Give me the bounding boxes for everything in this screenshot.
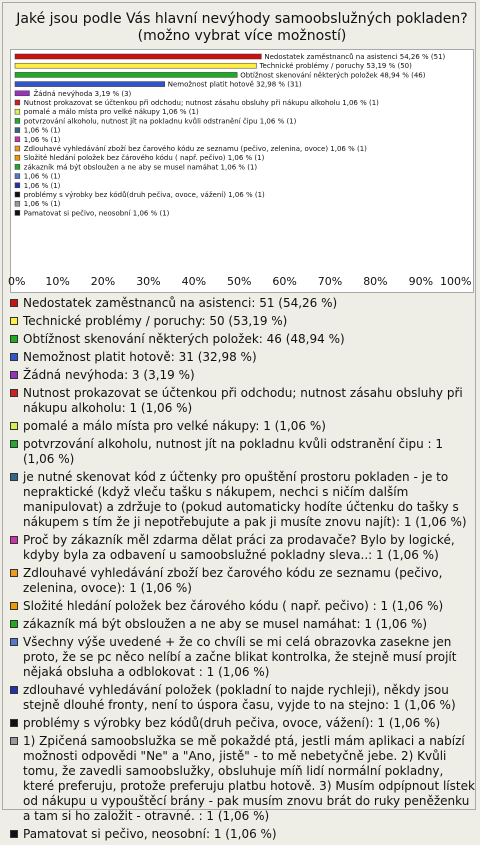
bar-10 xyxy=(15,137,20,142)
x-tick-label: 30% xyxy=(136,275,161,288)
legend-swatch xyxy=(10,422,18,430)
legend-item xyxy=(9,827,475,842)
legend-item xyxy=(9,437,475,467)
legend-swatch xyxy=(10,299,18,307)
legend-swatch xyxy=(10,602,18,610)
legend-label: Nutnost prokazovat se účtenkou při odchodu; nutnost zásahu obsluhy při nákupu alkoholu: 1 (1,06 %) xyxy=(23,386,463,415)
legend-swatch xyxy=(10,389,18,397)
bar-17 xyxy=(15,201,20,206)
bar-label-7: pomalé a málo místa pro velké nákupy 1,06 % (1) xyxy=(23,108,199,117)
bar-label-8: potvrzování alkoholu, nutnost jít na pokladnu kvůli odstranění čipu 1,06 % (1) xyxy=(23,117,297,126)
bar-label-17: 1,06 % (1) xyxy=(23,200,61,209)
bar-label-5: Žádná nevýhoda 3,19 % (3) xyxy=(33,89,132,98)
bar-1 xyxy=(15,54,261,59)
bar-label-2: Technické problémy / poruchy 53,19 % (50) xyxy=(259,62,412,71)
x-tick-label: 70% xyxy=(317,275,343,288)
legend-swatch xyxy=(10,473,18,481)
bar-label-1: Nedostatek zaměstnanců na asistenci 54,26 % (51) xyxy=(264,53,446,61)
bar-label-13: zákazník má být obsloužen a ne aby se musel namáhat 1,06 % (1) xyxy=(23,163,258,172)
legend-label: potvrzování alkoholu, nutnost jít na pokladnu kvůli odstranění čipu : 1 (1,06 %) xyxy=(23,437,443,466)
chart-frame xyxy=(2,2,476,841)
legend-item xyxy=(9,386,475,416)
legend-label: je nutné skenovat kód z účtenky pro opuštění prostoru pokladen - je to nepraktické (když vleču tašku s nákupem, nechci s ničím dalším manipulovat) a zdržuje to (pokud automaticky hodíte účtenku do tašky s nákupem s tím že ji nepotřebujute a pak ji musíte znovu najít): 1 (1,06 %) xyxy=(23,470,467,529)
bar-14 xyxy=(15,174,20,179)
legend-item xyxy=(9,635,475,680)
x-tick-label: 100% xyxy=(440,275,472,288)
bar-2 xyxy=(15,63,256,68)
legend-item xyxy=(9,314,475,329)
legend-label: problémy s výrobky bez kódů(druh pečiva, ovoce, vážení): 1 (1,06 %) xyxy=(23,716,441,730)
legend-swatch xyxy=(10,719,18,727)
legend-swatch xyxy=(10,353,18,361)
x-tick-label: 60% xyxy=(272,275,297,288)
bar-12 xyxy=(15,155,20,160)
bar-8 xyxy=(15,118,20,123)
bar-7 xyxy=(15,109,20,114)
legend-label: 1) Zpičená samoobslužka se mě pokaždé ptá, jestli mám aplikaci a nabízí možnosti odpovědi "Ne" a "Ano, jistě" - to mě nebetyčně jebe. 2) Kvůli tomu, že zavedli samoobslužky, obsluhuje míň lidí normální pokladny, které preferuju, protože preferuju platbu hotově. 3) Musím odpípnout lístek od nákupu u vypouštěcí brány - pak musím znovu brát do ruky peněženku a tam si ho založit - otravné. : 1 (1,06 %) xyxy=(23,734,475,823)
bar-label-11: Zdlouhavé vyhledávání zboží bez čarového kódu ze seznamu (pečivo, zelenina, ovoce) 1,06 % (1) xyxy=(23,145,367,153)
bar-label-12: Složité hledání položek bez čárového kódu ( např. pečivo) 1,06 % (1) xyxy=(23,154,265,163)
x-tick-label: 80% xyxy=(363,275,388,288)
legend-item xyxy=(9,617,475,632)
legend xyxy=(9,296,475,845)
bar-label-3: Obtížnost skenování některých položek 48,94 % (46) xyxy=(240,71,426,80)
legend-label: Pamatovat si pečivo, neosobní: 1 (1,06 %) xyxy=(23,827,277,841)
legend-swatch xyxy=(10,569,18,577)
bar-chart-svg xyxy=(11,50,473,292)
legend-item xyxy=(9,683,475,713)
legend-item xyxy=(9,419,475,434)
legend-label: Nemožnost platit hotově: 31 (32,98 %) xyxy=(23,350,257,364)
title-line-1: Jaké jsou podle Vás hlavní nevýhody samoobslužných pokladen? xyxy=(16,11,468,27)
bar-6 xyxy=(15,100,20,105)
bar-16 xyxy=(15,192,20,197)
bar-label-16: problémy s výrobky bez kódů(druh pečiva, ovoce, vážení) 1,06 % (1) xyxy=(23,191,265,199)
legend-swatch xyxy=(10,536,18,544)
legend-label: zdlouhavé vyhledávání položek (pokladní to najde rychleji), někdy jsou stejně dlouhé fronty, není to úspora času, vyjde to na stejno: 1 (1,06 %) xyxy=(23,683,456,712)
legend-label: pomalé a málo místa pro velké nákupy: 1 (1,06 %) xyxy=(23,419,326,433)
bar-label-9: 1,06 % (1) xyxy=(23,126,61,135)
legend-item xyxy=(9,566,475,596)
legend-swatch xyxy=(10,317,18,325)
bar-label-4: Nemožnost platit hotově 32,98 % (31) xyxy=(167,80,302,89)
bar-4 xyxy=(15,82,165,87)
bar-label-10: 1,06 % (1) xyxy=(23,135,61,144)
x-tick-label: 10% xyxy=(45,275,70,288)
legend-label: Všechny výše uvedené + že co chvíli se mi celá obrazovka zasekne jen proto, že se pc něco nelíbí a začne blikat kontrolka, že stejně musí projít nějaká obsluha a odblokovat : 1 (1,06 %) xyxy=(23,635,457,679)
legend-swatch xyxy=(10,335,18,343)
bar-9 xyxy=(15,128,20,133)
legend-item xyxy=(9,470,475,530)
bar-15 xyxy=(15,183,20,188)
bar-label-15: 1,06 % (1) xyxy=(23,181,61,190)
legend-item xyxy=(9,599,475,614)
bar-5 xyxy=(15,91,29,96)
bar-label-14: 1,06 % (1) xyxy=(23,172,61,181)
legend-swatch xyxy=(10,620,18,628)
legend-label: Žádná nevýhoda: 3 (3,19 %) xyxy=(23,368,195,382)
legend-label: Obtížnost skenování některých položek: 46 (48,94 %) xyxy=(23,332,345,346)
legend-swatch xyxy=(10,830,18,838)
legend-label: Složité hledání položek bez čárového kódu ( např. pečivo) : 1 (1,06 %) xyxy=(23,599,444,613)
legend-label: Zdlouhavé vyhledávání zboží bez čarového kódu ze seznamu (pečivo, zelenina, ovoce): 1 (1,06 %) xyxy=(23,566,443,595)
legend-swatch xyxy=(10,371,18,379)
bar-18 xyxy=(15,210,20,215)
bar-11 xyxy=(15,146,20,151)
legend-swatch xyxy=(10,686,18,694)
bar-3 xyxy=(15,72,237,77)
legend-item xyxy=(9,368,475,383)
x-tick-label: 20% xyxy=(90,275,116,288)
x-tick-label: 0% xyxy=(8,275,26,288)
bar-label-18: Pamatovat si pečivo, neosobní 1,06 % (1) xyxy=(23,209,170,218)
legend-item xyxy=(9,716,475,731)
legend-item xyxy=(9,350,475,365)
plot-area xyxy=(10,49,474,293)
legend-item xyxy=(9,533,475,563)
legend-swatch xyxy=(10,440,18,448)
x-tick-label: 90% xyxy=(408,275,434,288)
chart-title xyxy=(3,11,480,45)
legend-swatch xyxy=(10,737,18,745)
bar-13 xyxy=(15,164,20,169)
legend-item xyxy=(9,296,475,311)
legend-item xyxy=(9,332,475,347)
bar-label-6: Nutnost prokazovat se účtenkou při odchodu; nutnost zásahu obsluhy při nákupu alkoholu 1,06 % (1) xyxy=(23,99,379,107)
legend-swatch xyxy=(10,638,18,646)
legend-item xyxy=(9,734,475,824)
legend-label: zákazník má být obsloužen a ne aby se musel namáhat: 1 (1,06 %) xyxy=(23,617,428,631)
x-tick-label: 40% xyxy=(181,275,207,288)
legend-label: Technické problémy / poruchy: 50 (53,19 %) xyxy=(23,314,288,328)
x-tick-label: 50% xyxy=(227,275,252,288)
legend-label: Proč by zákazník měl zdarma dělat práci za prodavače? Bylo by logické, kdyby byla za odbavení u samoobslužné pokladny sleva..: 1 (1,06 %) xyxy=(23,533,455,562)
title-line-2: (možno vybrat více možností) xyxy=(137,28,347,44)
legend-label: Nedostatek zaměstnanců na asistenci: 51 (54,26 %) xyxy=(23,296,338,310)
